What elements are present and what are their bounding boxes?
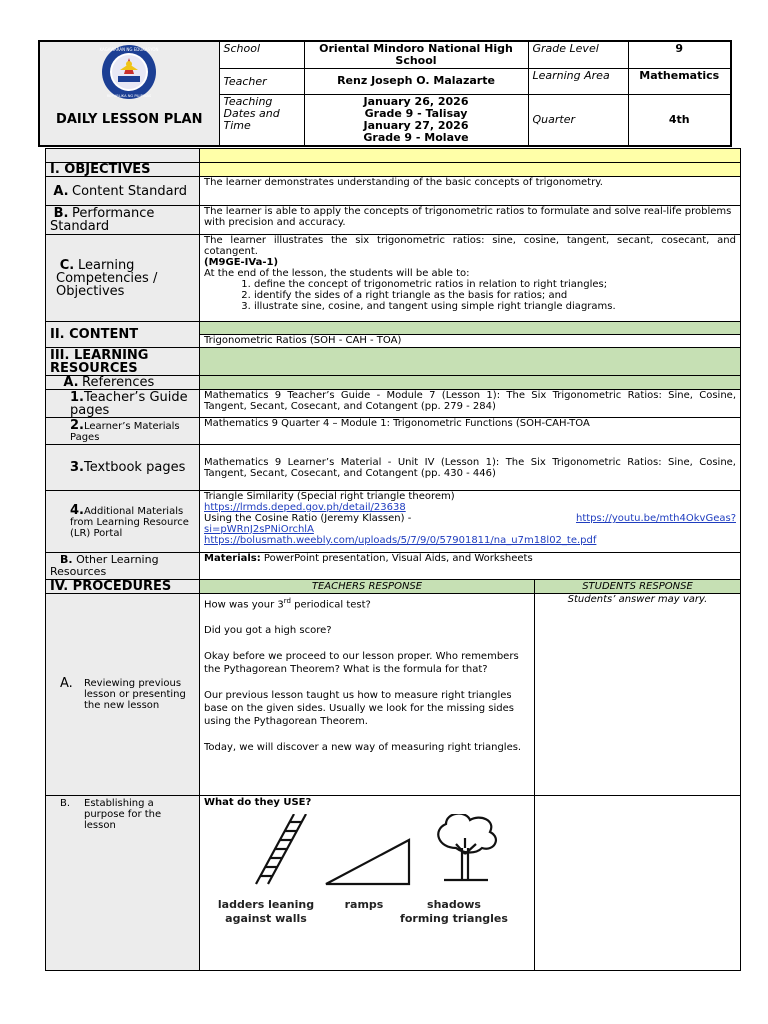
students-response-header: STUDENTS RESPONSE [535, 580, 741, 594]
purpose-label: B. Establishing a purpose for the lesson [46, 796, 200, 971]
teaching-dates-value [304, 94, 528, 146]
previous-lesson-text: Our previous lesson taught us how to measure right triangles base on the given sides. Usually we look for the missing sides using the Pythagorean Theorem. [204, 690, 514, 728]
date-line-2: Grade 9 - Talisay [364, 106, 468, 120]
ladder-icon [256, 814, 306, 884]
competency-code: (M9GE-IVa-1) [204, 257, 279, 268]
purpose-teacher-response [200, 796, 535, 971]
date-line-3: January 27, 2026 [363, 118, 469, 132]
content-standard-text: The learner demonstrates understanding of the basic concepts of trigonometry. [200, 177, 741, 206]
question-periodical: How was your 3rd periodical test? [204, 597, 371, 611]
learners-materials-text: Mathematics 9 Quarter 4 – Module 1: Trigonometric Functions (SOH-CAH-TOA [200, 418, 741, 445]
textbook-label: 3.Textbook pages [46, 445, 200, 491]
competencies-text [200, 235, 741, 322]
real-life-triangles-illustration [204, 814, 524, 944]
learning-area-label: Learning Area [528, 68, 628, 94]
competencies-label: C. Learning Competencies / Objectives [46, 235, 200, 322]
teacher-label: Teacher [219, 68, 304, 94]
bolusmath-link[interactable]: https://bolusmath.weebly.com/uploads/5/7/9/0/57901811/na_u7m18l02_te.pdf [204, 535, 597, 546]
date-line-1: January 26, 2026 [363, 94, 469, 108]
materials-text: Materials: PowerPoint presentation, Visual Aids, and Worksheets [200, 553, 741, 580]
school-value: Oriental Mindoro National High School [304, 41, 528, 68]
list-item: 1. define the concept of trigonometric ratios in relation to right triangles; [254, 279, 736, 290]
objectives-list [204, 279, 736, 312]
objectives-heading: I. OBJECTIVES [46, 163, 200, 177]
reviewing-teacher-response [200, 594, 535, 796]
lrmds-link[interactable]: https://lrmds.deped.gov.ph/detail/23638 [204, 502, 406, 513]
ramp-icon [326, 840, 409, 884]
textbook-text: Mathematics 9 Learner’s Material - Unit IV (Lesson 1): The Six Trigonometric Ratios: Sine, Cosine, Tangent, Secant, Cosecant, and Cotangent (pp. 430 - 446) [200, 445, 741, 491]
list-item: 2. identify the sides of a right triangle as the basis for ratios; and [254, 290, 736, 301]
teacher-value: Renz Joseph O. Malazarte [304, 68, 528, 94]
what-do-they-use-heading: What do they USE? [204, 797, 312, 808]
logo-title-cell [39, 41, 219, 146]
procedures-heading: IV. PROCEDURES [46, 580, 200, 594]
cosine-ratio-text: Using the Cosine Ratio (Jeremy Klassen) - [204, 513, 412, 524]
lesson-plan-table [45, 148, 741, 971]
additional-materials-label: 4.Additional Materials from Learning Resource (LR) Portal [46, 491, 200, 553]
youtube-link[interactable]: https://youtu.be/mth4OkvGeas? [575, 513, 736, 524]
quarter-value: 4th [628, 94, 731, 146]
quarter-label: Quarter [528, 94, 628, 146]
additional-materials-text [200, 491, 741, 553]
header-table [38, 40, 732, 147]
logo-top-text: KAGAWARAN NG EDUKASYON [99, 47, 159, 52]
learners-materials-label: 2.Learner’s Materials Pages [46, 418, 200, 445]
content-text: Trigonometric Ratios (SOH - CAH - TOA) [200, 335, 741, 348]
competencies-intro: The learner illustrates the six trigonometric ratios: sine, cosine, tangent, secant, cosecant, and cotangent. [204, 235, 736, 257]
performance-standard-text: The learner is able to apply the concepts of trigonometric ratios to formulate and solve real-life problems with precision and accuracy. [200, 206, 741, 235]
yellow-band [200, 149, 741, 163]
references-label: A. References [46, 376, 200, 390]
triangle-similarity-text: Triangle Similarity (Special right triangle theorem) [204, 491, 455, 502]
teaching-dates-label: Teaching Dates and Time [219, 94, 304, 146]
competencies-lead: At the end of the lesson, the students will be able to: [204, 268, 470, 279]
today-text: Today, we will discover a new way of measuring right triangles. [204, 742, 522, 754]
reviewing-student-response: Students’ answer may vary. [535, 594, 741, 796]
school-label: School [219, 41, 304, 68]
other-resources-label: B. Other Learning Resources [46, 553, 200, 580]
list-item: 3. illustrate sine, cosine, and tangent using simple right triangle diagrams. [254, 301, 736, 312]
caption-shadows: shadows [427, 898, 481, 911]
learning-area-value: Mathematics [628, 68, 731, 94]
caption-ramps: ramps [344, 898, 384, 911]
grade-level-value: 9 [628, 41, 731, 68]
learning-resources-heading: III. LEARNING RESOURCES [46, 348, 200, 376]
performance-standard-label: B. Performance Standard [46, 206, 200, 235]
tree-icon [438, 814, 496, 880]
page-title: DAILY LESSON PLAN [56, 112, 203, 127]
reviewing-lesson-label: A. Reviewing previous lesson or presenting the new lesson [46, 594, 200, 796]
pythagorean-question: Okay before we proceed to our lesson proper. Who remembers the Pythagorean Theorem? What is the formula for that? [204, 651, 519, 676]
grade-level-label: Grade Level [528, 41, 628, 68]
teachers-guide-text: Mathematics 9 Teacher’s Guide - Module 7 (Lesson 1): The Six Trigonometric Ratios: Sine, Cosine, Tangent, Secant, Cosecant, and Cotangent (pp. 279 - 284) [200, 390, 741, 418]
teachers-response-header: TEACHERS RESPONSE [200, 580, 535, 594]
caption-shadows-2: forming triangles [400, 912, 508, 925]
question-high-score: Did you got a high score? [204, 625, 332, 637]
logo-bottom-text: REPUBLIKA NG PILIPINAS [106, 94, 152, 98]
caption-ladders-2: against walls [225, 912, 307, 925]
teachers-guide-label: 1.Teacher’s Guide pages [46, 390, 200, 418]
content-standard-label: A. Content Standard [46, 177, 200, 206]
deped-seal-icon [94, 44, 164, 100]
youtube-link-cont[interactable]: si=pWRnJ2sPNiOrchlA [204, 524, 314, 535]
caption-ladders: ladders leaning [217, 898, 315, 911]
date-line-4: Grade 9 - Molave [363, 130, 469, 144]
content-heading: II. CONTENT [46, 322, 200, 348]
purpose-student-response [535, 796, 741, 971]
